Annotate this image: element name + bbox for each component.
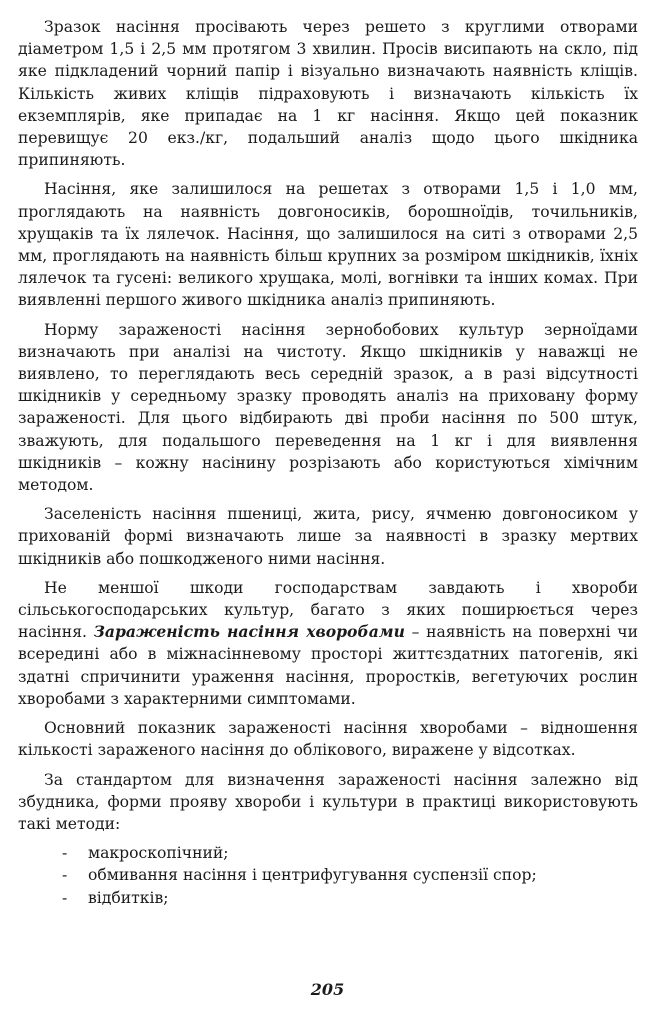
paragraph-disease-definition xyxy=(18,577,638,710)
paragraph-methods-intro: За стандартом для визначення зараженості насіння залежно від збудника, форми прояву хвороби і культури в практиці використовують такі методи: xyxy=(18,770,638,833)
page-body xyxy=(18,16,638,909)
list-item xyxy=(18,864,638,886)
paragraph-weevil-inspection: Насіння, яке залишилося на решетах з отворами 1,5 і 1,0 мм, проглядають на наявність довгоносиків, борошноїдів, точильників, хрущаків та їх лялечок. Насіння, що залишилося на ситі з отворами 2,5 мм, проглядають на наявність більш крупних за розміром шкідників, їхніх лялечок та гусені: великого хрущака, молі, вогнівки та інших комах. При виявленні першого живого шкідника аналіз припиняють. xyxy=(18,180,638,310)
paragraph-hidden-infestation: Заселеність насіння пшениці, жита, рису, ячменю довгоносиком у прихованій формі визначають лише за наявності в зразку мертвих шкідників або пошкодженого ними насіння. xyxy=(18,505,638,568)
definition-text: – наявність на поверхні чи всередині або в міжнасінневому просторі життєздатних патогенів, які здатні спричинити ураження насіння, проростків, вегетуючих рослин хворобами з характерними симптомами. xyxy=(18,623,638,708)
method-text: макроскопічний; xyxy=(88,844,229,863)
defined-term: Зараженість насіння хворобами xyxy=(93,622,405,642)
method-text: відбитків; xyxy=(88,888,169,907)
paragraph-main-indicator: Основний показник зараженості насіння хворобами – відношення кількості зараженого насіння до облікового, виражене у відсотках. xyxy=(18,719,638,760)
paragraph-mite-sieving: Зразок насіння просівають через решето з круглими отворами діаметром 1,5 і 2,5 мм протягом 3 хвилин. Просів висипають на скло, під яке підкладений чорний папір і візуально визначають наявність кліщів. Кількість живих кліщів підраховують і визначають кількість їх екземплярів, яке припадає на 1 кг насіння. Якщо цей показник перевищує 20 екз./кг, подальший аналіз щодо цього шкідника припиняють. xyxy=(18,18,638,170)
methods-list xyxy=(18,842,638,909)
list-dash: - xyxy=(62,844,68,863)
list-dash: - xyxy=(62,866,68,885)
list-item xyxy=(18,842,638,864)
paragraph-legume-infestation: Норму зараженості насіння зернобобових культур зерноїдами визначають при аналізі на чистоту. Якщо шкідників у наважці не виявлено, то переглядають весь середній зразок, а в разі відсутності шкідників у середньому зразку проводять аналіз на приховану форму зараженості. Для цього відбирають дві проби насіння по 500 штук, зважують, для подальшого переведення на 1 кг і для виявлення шкідників – кожну насінину розрізають або користуються хімічним методом. xyxy=(18,320,638,495)
list-dash: - xyxy=(62,888,68,907)
page-number: 205 xyxy=(310,980,345,999)
disease-intro-text: Не меншої шкоди господарствам завдають і хвороби сільськогосподарських культур, багато з яких поширюється через насіння. xyxy=(18,578,638,642)
list-item xyxy=(18,887,638,909)
method-text: обмивання насіння і центрифугування суспензії спор; xyxy=(88,866,537,885)
